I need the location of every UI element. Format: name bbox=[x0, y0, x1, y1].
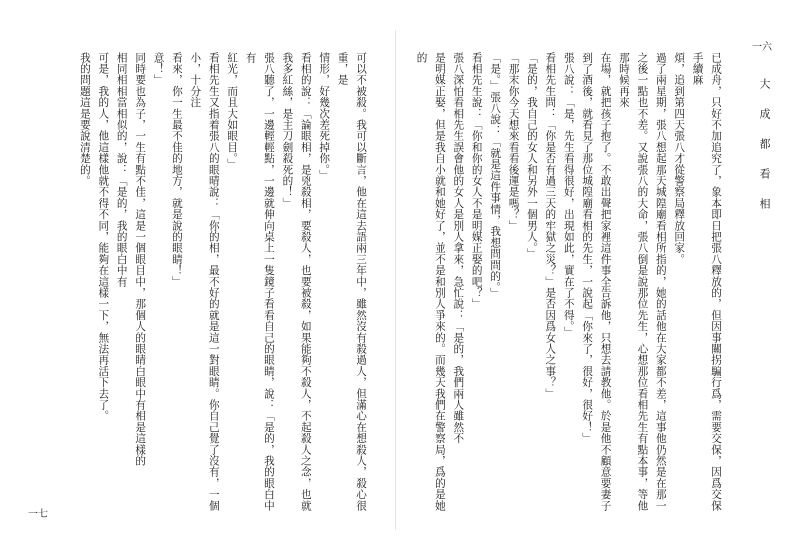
paragraph: 過了兩星期，張八想起那天城隍廟看相所指的，她的話他在大家都不差，這事他仍然是在那一 bbox=[654, 52, 667, 512]
paragraph: 我多紅絲，是主刀劍殺死的！」 bbox=[281, 52, 294, 209]
book-gutter bbox=[395, 30, 396, 530]
paragraph: 同時要也為子，一生有點不佳，這是一個眼目中，那個人的眼睛白眼中有相是這樣的 bbox=[134, 52, 147, 467]
paragraph: 情形，好幾次差死掉你。」 bbox=[318, 52, 331, 182]
paragraph: 在場，就把孩子抱了。不敢出聲把家裡這件事全告訴他，只想去請教他。於是他不顧意要妻子 bbox=[599, 52, 612, 512]
page-number: 一六 bbox=[752, 42, 772, 53]
paragraph: 「是的，我自己的女人和另外一個男人。」 bbox=[525, 52, 538, 260]
paragraph: 「是。」張八說：「就是這件事情，我想問問的。」 bbox=[489, 52, 502, 299]
left-page-text bbox=[52, 52, 370, 514]
running-header: 大 成 都 看 相 bbox=[758, 78, 771, 212]
paragraph: 紅光，而且大如眼目。」 bbox=[226, 52, 239, 170]
paragraph: 可以不被殺。我可以斷言，他在這去語兩三年中，雖然沒有殺過人，但滿心在想殺人，殺心很重，是 bbox=[336, 52, 367, 512]
paragraph: 「那末你今天想來看看後運是嗎？」 bbox=[507, 52, 520, 232]
paragraph: 到了酒後，就看見了那位城隍廟看相的先生，一說起「你來了，很好，很好！」 bbox=[581, 52, 594, 444]
paragraph: 相同相相當相似的，說：「是的，我的眼白中有 bbox=[115, 52, 128, 288]
right-page-text bbox=[415, 52, 725, 514]
paragraph: 是明媒正娶，但是我自小就和她好了，並不是和別人爭來的。而幾天我們在警察局，爲的是她的 bbox=[415, 52, 446, 512]
paragraph: 看相的說：「論眼相，是兇殺相，要殺人，也要被殺，如果能夠不殺人，不起殺人之念，也就 bbox=[299, 52, 312, 512]
paragraph: 之後一點也不差。又說張八的大命，張八倒是說那位先生，心想那位看相先生有點本事，等他那時候再來 bbox=[617, 52, 649, 512]
paragraph: 可是，我的人，他這樣他就不得不同，能夠在這樣一下，無法再活下去了。 bbox=[97, 52, 110, 422]
right-page bbox=[397, 0, 793, 557]
paragraph: 張八深怕看相先生誤會他的女人是別人拿來，急忙說：「是的，我們兩人雖然不 bbox=[452, 52, 465, 444]
paragraph: 看相先生問：「你是否有過三天的牢獄之災？」是否因爲女人之事？」 bbox=[544, 52, 557, 400]
paragraph: 已成舟，只好不加追究了，象本即日把張八釋放的，但因事關拐騙行爲，需要交保，因爲交保手續麻 bbox=[691, 52, 722, 512]
paragraph: 張八聽了，一邊輕輕點，一邊就伸向桌上一隻鏡子看看自己的眼睛，說：「是的，我的眼白中有 bbox=[244, 52, 275, 512]
page-number: 一七 bbox=[28, 509, 48, 520]
paragraph: 看相先生又指着張八的眼晴說：「你的相，最不好的就是這一對眼睛。你自己覺了沒有，一個小，十分注 bbox=[189, 52, 220, 512]
paragraph: 看來，你一生最不佳的地方，就是說的眼睛！」 bbox=[170, 52, 183, 288]
left-page bbox=[0, 0, 396, 557]
paragraph: 張八說：「是，先生看得很好，出現如此，實在了不得。」 bbox=[562, 52, 575, 338]
paragraph: 煩，追到第四天張八才從警察局釋放回家。 bbox=[673, 52, 686, 265]
paragraph: 意！」 bbox=[152, 52, 165, 86]
paragraph: 我的問題這是要說清楚的。 bbox=[78, 52, 91, 187]
paragraph: 看相先生說：「你和你的女人不是明媒正娶的吧？」 bbox=[470, 52, 483, 310]
